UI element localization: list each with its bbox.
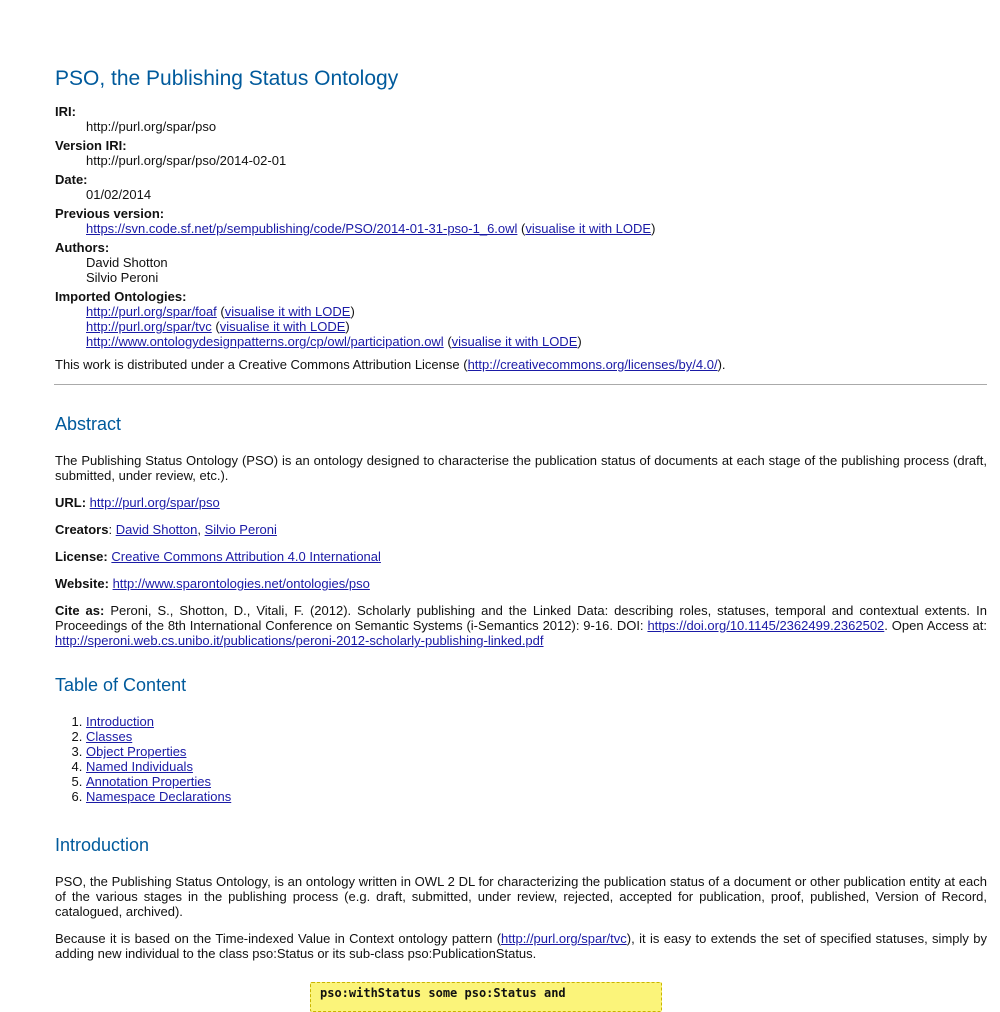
previous-version-label: Previous version: <box>55 206 165 221</box>
toc-item <box>86 744 987 759</box>
divider <box>54 384 987 385</box>
creator-link[interactable]: Silvio Peroni <box>204 522 277 537</box>
toc-link-named-individuals[interactable]: Named Individuals <box>86 759 193 774</box>
toc-item <box>86 774 987 789</box>
imported-ontology-item: http://www.ontologydesignpatterns.org/cp/owl/participation.owl (visualise it with LODE) <box>86 334 582 349</box>
cite-text: Peroni, S., Shotton, D., Vitali, F. (2012). Scholarly publishing and the Linked Data: describing roles, statuses, temporal and contextual extents. In Proceedings of the 8th International Conference on Semantic Systems (i-Semantics 2012): 9-16. DOI: <box>55 603 987 633</box>
imported-ontology-item: http://purl.org/spar/tvc (visualise it with LODE) <box>86 319 350 334</box>
authors-label: Authors: <box>55 240 110 255</box>
cite-line <box>55 603 987 648</box>
toc-link-classes[interactable]: Classes <box>86 729 133 744</box>
previous-version-lode-link[interactable]: visualise it with LODE <box>525 221 652 236</box>
imported-lode-link[interactable]: visualise it with LODE <box>219 319 346 334</box>
license-text: This work is distributed under a Creative Commons Attribution License ( <box>55 357 468 372</box>
abstract-text: The Publishing Status Ontology (PSO) is an ontology designed to characterise the publication status of documents at each stage of the publishing process (draft, submitted, under review, etc.). <box>55 453 987 483</box>
license-line <box>55 549 987 564</box>
creators-label: Creators <box>55 522 109 537</box>
toc-item <box>86 789 987 804</box>
open-access-link[interactable]: http://speroni.web.cs.unibo.it/publications/peroni-2012-scholarly-publishing-linked.pdf <box>55 633 544 648</box>
url-line <box>55 495 987 510</box>
toc-heading: Table of Content <box>55 675 187 695</box>
toc-item <box>86 759 987 774</box>
toc-list <box>55 714 987 804</box>
cite-label: Cite as: <box>55 603 105 618</box>
date-label: Date: <box>55 172 88 187</box>
imported-ontology-link[interactable]: http://purl.org/spar/foaf <box>86 304 217 319</box>
metadata-list <box>55 104 987 349</box>
creators-line: Creators: David Shotton, Silvio Peroni <box>55 522 277 537</box>
doi-link[interactable]: https://doi.org/10.1145/2362499.2362502 <box>647 618 885 633</box>
author-item: Silvio Peroni <box>86 270 159 285</box>
creator-link[interactable]: David Shotton <box>115 522 198 537</box>
imported-ontology-link[interactable]: http://www.ontologydesignpatterns.org/cp/owl/participation.owl <box>86 334 444 349</box>
toc-item <box>86 714 987 729</box>
previous-version-value: https://svn.code.sf.net/p/sempublishing/code/PSO/2014-01-31-pso-1_6.owl (visualise it with LODE) <box>86 221 656 236</box>
introduction-paragraph-tvc <box>55 931 987 961</box>
website-label: Website: <box>55 576 109 591</box>
intro-text-b: ), it is easy to extends the set of specified statuses, simply by adding new individual to the class pso:Status or its sub-class pso:PublicationStatus. <box>55 931 987 961</box>
url-label: URL: <box>55 495 87 510</box>
url-link[interactable]: http://purl.org/spar/pso <box>89 495 220 510</box>
license-link[interactable]: http://creativecommons.org/licenses/by/4.0/ <box>467 357 718 372</box>
license-close: ). <box>717 357 726 372</box>
imported-lode-link[interactable]: visualise it with LODE <box>451 334 578 349</box>
page-title: PSO, the Publishing Status Ontology <box>55 67 399 90</box>
toc-item <box>86 729 987 744</box>
imported-lode-link[interactable]: visualise it with LODE <box>224 304 351 319</box>
toc-link-namespace-declarations[interactable]: Namespace Declarations <box>86 789 232 804</box>
license-label: License: <box>55 549 108 564</box>
toc-link-annotation-properties[interactable]: Annotation Properties <box>86 774 212 789</box>
class-diagram-box: pso:withStatus some pso:Status and <box>310 982 662 1012</box>
imported-ontology-link[interactable]: http://purl.org/spar/tvc <box>86 319 212 334</box>
iri-label: IRI: <box>55 104 76 119</box>
author-item: David Shotton <box>86 255 168 270</box>
intro-text-a: Because it is based on the Time-indexed Value in Context ontology pattern ( <box>55 931 502 946</box>
website-link[interactable]: http://www.sparontologies.net/ontologies/pso <box>112 576 370 591</box>
imported-ontology-item: http://purl.org/spar/foaf (visualise it with LODE) <box>86 304 355 319</box>
imported-ontologies-label: Imported Ontologies: <box>55 289 187 304</box>
version-iri-label: Version IRI: <box>55 138 127 153</box>
website-line <box>55 576 987 591</box>
previous-version-link[interactable]: https://svn.code.sf.net/p/sempublishing/code/PSO/2014-01-31-pso-1_6.owl <box>86 221 518 236</box>
date-value: 01/02/2014 <box>86 187 152 202</box>
version-iri-value: http://purl.org/spar/pso/2014-02-01 <box>86 153 287 168</box>
license-name-link[interactable]: Creative Commons Attribution 4.0 International <box>111 549 381 564</box>
toc-link-object-properties[interactable]: Object Properties <box>86 744 187 759</box>
toc-link-introduction[interactable]: Introduction <box>86 714 154 729</box>
license-statement <box>55 357 987 372</box>
authors-value <box>86 255 987 285</box>
tvc-link[interactable]: http://purl.org/spar/tvc <box>501 931 627 946</box>
abstract-heading: Abstract <box>55 414 122 434</box>
iri-value: http://purl.org/spar/pso <box>86 119 217 134</box>
imported-ontologies-value <box>86 304 987 349</box>
cite-open-access: . Open Access at: <box>884 618 987 633</box>
introduction-paragraph: PSO, the Publishing Status Ontology, is an ontology written in OWL 2 DL for characterizing the publication status of a document or other publication entity at each of the various stages in the publishing process (e.g. draft, submitted, under review, rejected, accepted for publication, proof, published, Version of Record, catalogued, archived). <box>55 874 987 919</box>
introduction-heading: Introduction <box>55 835 150 855</box>
